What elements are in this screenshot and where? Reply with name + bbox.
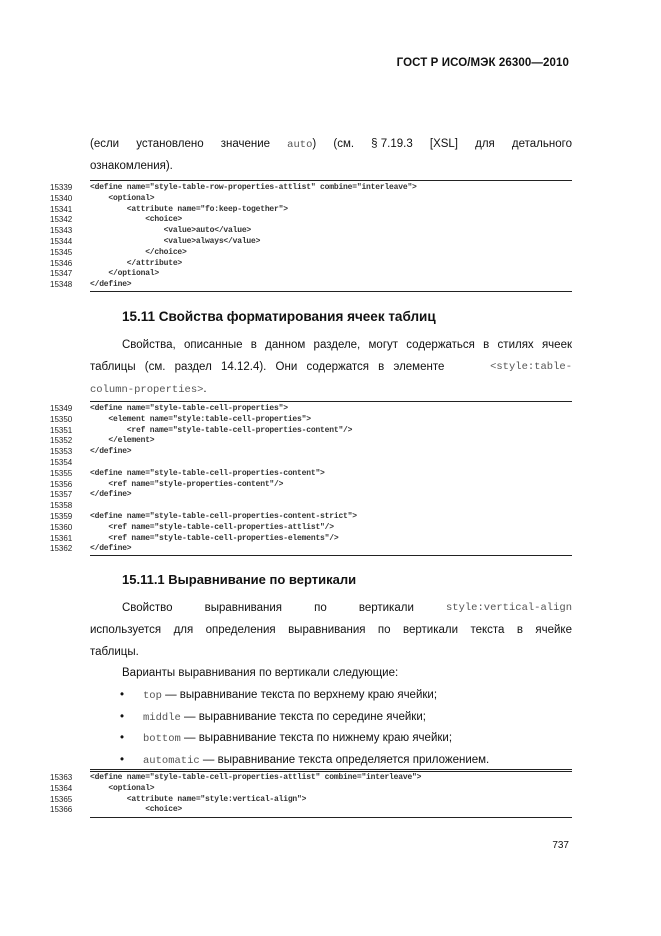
code-rule-top (90, 180, 572, 181)
code-text: <element name="style:table-cell-properties"> (90, 414, 311, 424)
code-text: <define name="style-table-cell-properties-content-strict"> (90, 512, 357, 521)
element-code: column-properties> (90, 384, 204, 396)
intro-line-1 (90, 133, 572, 156)
bullet-text (143, 727, 452, 750)
line-number: 15359 (50, 512, 73, 521)
line-number: 15353 (50, 447, 73, 457)
line-number: 15363 (50, 773, 73, 782)
list-item (0, 749, 661, 771)
para-text: таблицы (см. раздел 14.12.4). Они содержатся в элементе (90, 361, 445, 373)
value-code: automatic (143, 755, 200, 767)
intro-word: [XSL] (429, 138, 459, 150)
section-heading-15-11: 15.11 Свойства форматирования ячеек таблиц (122, 309, 436, 324)
code-text: <ref name="style-properties-content"/> (90, 479, 284, 489)
code-text: <attribute name="fo:keep-together"> (90, 204, 288, 214)
line-number: 15344 (50, 237, 73, 246)
intro-word: значение (220, 138, 271, 150)
line-number: 15348 (50, 280, 73, 290)
line-number: 15340 (50, 193, 73, 203)
code-rule-top (90, 401, 572, 402)
code-text: <define name="style-table-cell-properties-attlist" combine="interleave"> (90, 773, 422, 782)
code-text: <optional> (90, 193, 155, 203)
code-text: <optional> (90, 783, 155, 793)
line-number: 15364 (50, 783, 73, 793)
line-number: 15354 (50, 458, 73, 467)
line-number: 15352 (50, 436, 73, 446)
code-text: <ref name="style-table-cell-properties-content"/> (90, 425, 353, 435)
section-15-11-1-para-line-2: используется для определения выравнивания по вертикали текста в ячейке (90, 624, 572, 636)
intro-word: установлено (136, 138, 204, 150)
intro-word: (см. (333, 138, 355, 150)
list-item (0, 684, 661, 706)
section-15-11-para-line-1: Свойства, описанные в данном разделе, могут содержаться в стилях ячеек (122, 339, 572, 351)
line-number: 15343 (50, 226, 73, 236)
line-number: 15357 (50, 490, 73, 500)
code-rule-bottom (90, 291, 572, 292)
intro-line-2: ознакомления). (90, 160, 173, 172)
bullet-description: — выравнивание текста по середине ячейки; (180, 711, 426, 723)
section-15-11-para-line-3 (90, 378, 207, 401)
bullet-text (143, 706, 426, 729)
line-number: 15362 (50, 544, 73, 554)
para-text: . (203, 383, 207, 395)
line-number: 15356 (50, 479, 73, 489)
para-word: вертикали (358, 602, 414, 614)
code-text: <ref name="style-table-cell-properties-attlist"/> (90, 522, 334, 532)
intro-word: (если (90, 138, 120, 150)
intro-word: для (475, 138, 495, 150)
intro-word: § 7.19.3 (371, 138, 413, 150)
bullet-description: — выравнивание текста по верхнему краю ячейки; (161, 689, 438, 701)
value-code: bottom (143, 733, 181, 745)
line-number: 15350 (50, 414, 73, 424)
code-text: </optional> (90, 269, 160, 279)
code-text: <choice> (90, 215, 183, 225)
para-word: выравнивания (204, 602, 283, 614)
bullet-symbol: • (120, 754, 125, 766)
bullet-symbol: • (120, 732, 125, 744)
para-word: Свойство (122, 602, 173, 614)
list-item (0, 727, 661, 749)
code-text: <value>auto</value> (90, 226, 252, 236)
code-text: <ref name="style-table-cell-properties-elements"/> (90, 533, 339, 543)
code-text: </define> (90, 490, 132, 500)
section-heading-15-11-1: 15.11.1 Выравнивание по вертикали (122, 572, 357, 587)
line-number: 15342 (50, 215, 73, 225)
line-number: 15347 (50, 269, 73, 279)
code-rule-top (90, 769, 572, 772)
code-rule-bottom (90, 555, 572, 556)
page-number: 737 (552, 840, 569, 851)
section-15-11-1-para-line-3: таблицы. (90, 646, 139, 658)
para-word: по (314, 602, 327, 614)
code-text: <choice> (90, 805, 183, 815)
code-text: <value>always</value> (90, 237, 261, 246)
code-text: <define name="style-table-row-properties-attlist" combine="interleave"> (90, 183, 417, 192)
line-number: 15346 (50, 258, 73, 268)
code-text: </define> (90, 280, 132, 290)
code-text: </choice> (90, 247, 187, 257)
line-number: 15358 (50, 501, 73, 511)
element-code: <style:table- (490, 361, 572, 373)
bullet-text (143, 684, 437, 707)
code-text: <define name="style-table-cell-properties-content"> (90, 468, 325, 478)
value-code: middle (143, 712, 181, 724)
bullet-symbol: • (120, 711, 125, 723)
code-text: </element> (90, 436, 155, 446)
code-text: </define> (90, 447, 132, 457)
page-header: ГОСТ Р ИСО/МЭК 26300—2010 (396, 57, 569, 69)
line-number: 15345 (50, 247, 73, 257)
line-number: 15351 (50, 425, 73, 435)
line-number: 15355 (50, 468, 73, 478)
line-number: 15361 (50, 533, 73, 543)
intro-code-group (287, 133, 316, 156)
code-text: </attribute> (90, 258, 183, 268)
intro-word: ) (312, 138, 317, 150)
list-item (0, 706, 661, 728)
bullet-symbol: • (120, 689, 125, 701)
intro-word: детального (511, 138, 572, 150)
section-15-11-1-para-line-1 (122, 597, 572, 619)
bullet-description: — выравнивание текста определяется приложением. (199, 754, 490, 766)
code-rule-bottom (90, 817, 572, 818)
intro-code: auto (287, 139, 313, 151)
line-number: 15366 (50, 805, 73, 815)
code-text: <attribute name="style:vertical-align"> (90, 794, 307, 804)
bullet-description: — выравнивание текста по нижнему краю ячейки; (180, 732, 453, 744)
code-text: </define> (90, 544, 132, 554)
line-number: 15365 (50, 794, 73, 804)
value-code: top (143, 690, 162, 702)
line-number: 15339 (50, 183, 73, 192)
line-number: 15349 (50, 404, 73, 413)
line-number: 15360 (50, 522, 73, 532)
section-15-11-para-line-2 (90, 356, 572, 378)
variants-intro: Варианты выравнивания по вертикали следующие: (122, 667, 399, 679)
property-code: style:vertical-align (445, 602, 572, 614)
line-number: 15341 (50, 204, 73, 214)
code-text: <define name="style-table-cell-properties"> (90, 404, 288, 413)
